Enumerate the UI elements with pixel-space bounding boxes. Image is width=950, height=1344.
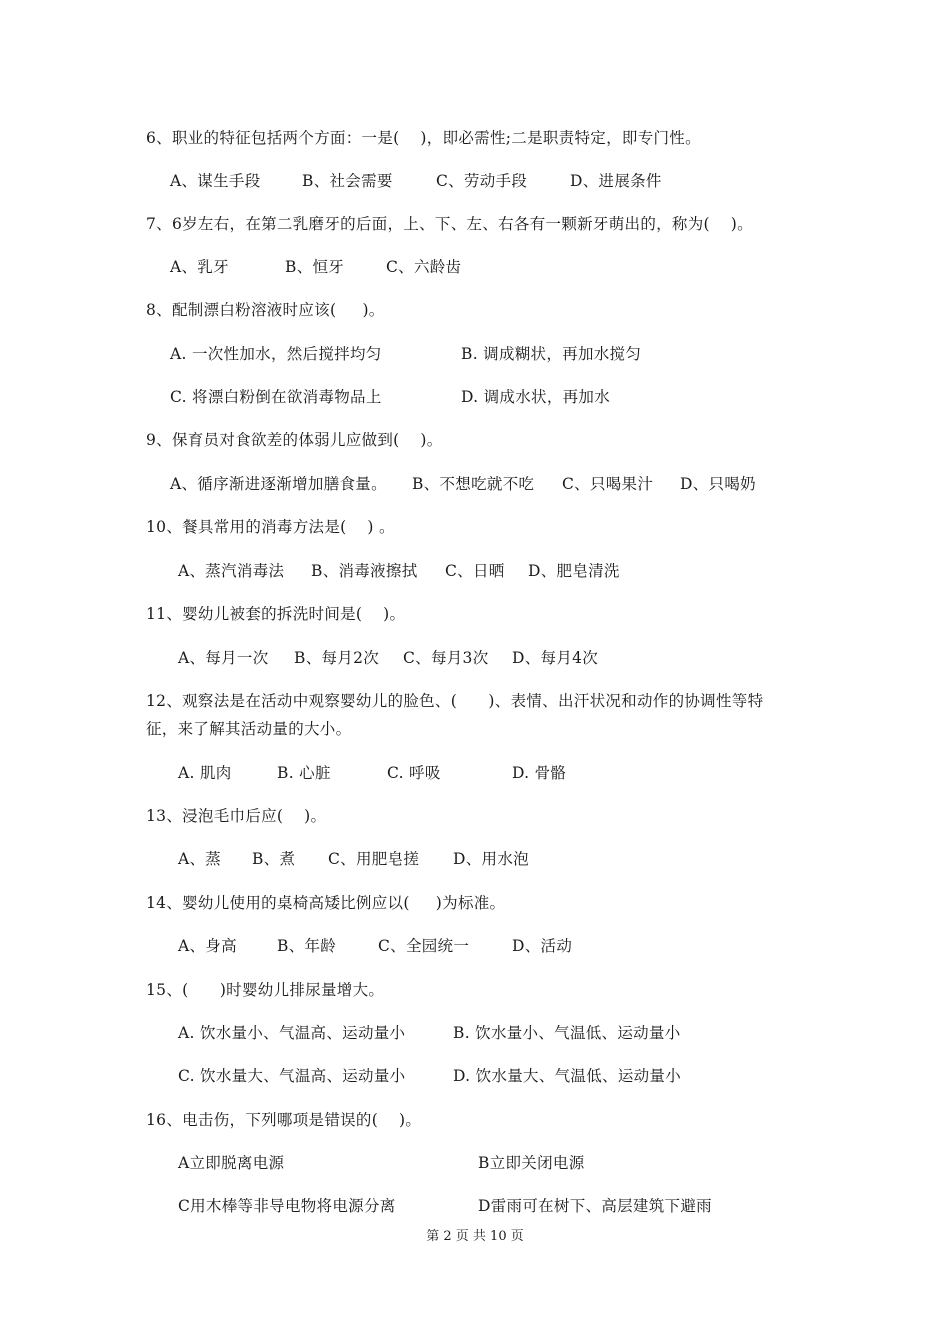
q16-option-a: A立即脱离电源 [178,1154,285,1172]
q16-option-d: D雷雨可在树下、高层建筑下避雨 [478,1197,712,1215]
q8-option-b: B. 调成糊状，再加水搅匀 [461,345,642,363]
q9-option-d: D、只喝奶 [680,475,756,493]
question-11-stem: 11、婴幼儿被套的拆洗时间是( )。 [146,605,406,623]
q7-option-b: B、恒牙 [285,258,345,276]
q10-option-c: C、日晒 [445,562,505,580]
q10-option-d: D、肥皂清洗 [528,562,620,580]
q12-option-a: A. 肌肉 [178,764,232,782]
q11-option-a: A、每月一次 [178,649,269,667]
q16-option-c: C用木棒等非导电物将电源分离 [178,1197,396,1215]
q8-option-c: C. 将漂白粉倒在欲消毒物品上 [170,388,382,406]
question-12-stem-cont: 征，来了解其活动量的大小。 [146,720,352,738]
q15-option-d: D. 饮水量大、气温低、运动量小 [453,1067,682,1085]
q12-option-b: B. 心脏 [277,764,331,782]
q6-option-d: D、进展条件 [570,172,662,190]
q9-option-a: A、循序渐进逐渐增加膳食量。 [170,475,387,493]
q8-option-d: D. 调成水状，再加水 [461,388,611,406]
question-6-stem: 6、职业的特征包括两个方面：一是( )，即必需性;二是职责特定，即专门性。 [146,129,701,147]
question-10-stem: 10、餐具常用的消毒方法是( ) 。 [146,518,395,536]
q10-option-a: A、蒸汽消毒法 [178,562,285,580]
q6-option-b: B、社会需要 [302,172,393,190]
q7-option-c: C、六龄齿 [386,258,462,276]
q12-option-d: D. 骨骼 [512,764,567,782]
q8-option-a: A. 一次性加水，然后搅拌均匀 [170,345,382,363]
q13-option-b: B、煮 [252,850,296,868]
q15-option-c: C. 饮水量大、气温高、运动量小 [178,1067,406,1085]
question-16-stem: 16、电击伤，下列哪项是错误的( )。 [146,1111,422,1129]
q14-option-a: A、身高 [178,937,237,955]
q6-option-c: C、劳动手段 [436,172,528,190]
q14-option-c: C、全园统一 [378,937,470,955]
q15-option-b: B. 饮水量小、气温低、运动量小 [453,1024,681,1042]
question-8-stem: 8、配制漂白粉溶液时应该( )。 [146,301,385,319]
question-12-stem: 12、观察法是在活动中观察婴幼儿的脸色、( )、表情、出汗状况和动作的协调性等特 [146,692,764,710]
q11-option-d: D、每月4次 [512,649,599,667]
question-7-stem: 7、6岁左右，在第二乳磨牙的后面，上、下、左、右各有一颗新牙萌出的，称为( )。 [146,215,753,233]
q10-option-b: B、消毒液擦拭 [311,562,418,580]
q15-option-a: A. 饮水量小、气温高、运动量小 [178,1024,406,1042]
q11-option-c: C、每月3次 [403,649,489,667]
q14-option-d: D、活动 [512,937,573,955]
q11-option-b: B、每月2次 [294,649,380,667]
q13-option-a: A、蒸 [178,850,222,868]
question-13-stem: 13、浸泡毛巾后应( )。 [146,807,327,825]
q9-option-c: C、只喝果汁 [562,475,654,493]
q6-option-a: A、谋生手段 [170,172,261,190]
q14-option-b: B、年龄 [277,937,337,955]
page-number-footer: 第 2 页 共 10 页 [426,1229,524,1244]
q12-option-c: C. 呼吸 [387,764,441,782]
question-9-stem: 9、保育员对食欲差的体弱儿应做到( )。 [146,431,443,449]
q16-option-b: B立即关闭电源 [478,1154,585,1172]
question-15-stem: 15、( )时婴幼儿排尿量增大。 [146,981,385,999]
q13-option-d: D、用水泡 [453,850,529,868]
q13-option-c: C、用肥皂搓 [328,850,420,868]
question-14-stem: 14、婴幼儿使用的桌椅高矮比例应以( )为标准。 [146,894,506,912]
q9-option-b: B、不想吃就不吃 [412,475,535,493]
q7-option-a: A、乳牙 [170,258,229,276]
